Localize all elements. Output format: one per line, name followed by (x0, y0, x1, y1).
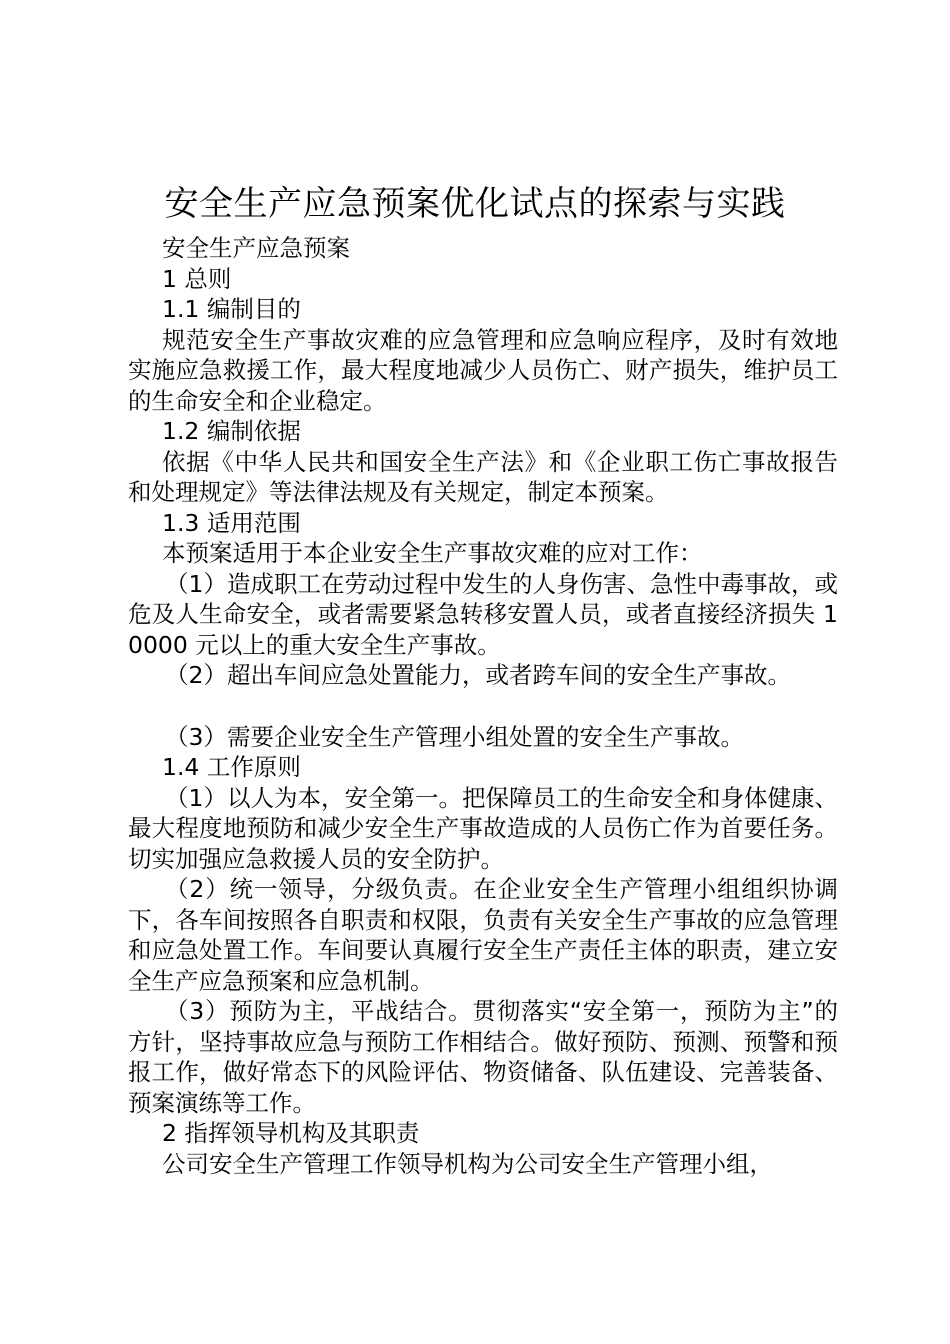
section-heading-1-1: 1.1 编制目的 (162, 295, 301, 323)
plan-name: 安全生产应急预案 (162, 234, 350, 262)
paragraph-scope-item-3: （3）需要企业安全生产管理小组处置的安全生产事故。 (165, 722, 744, 751)
section-heading-1-2: 1.2 编制依据 (162, 417, 301, 445)
section-heading-2: 2 指挥领导机构及其职责 (162, 1119, 420, 1147)
paragraph-principle-1: （1）以人为本，安全第一。把保障员工的生命安全和身体健康、最大程度地预防和减少安全生产事故造成的人员伤亡作为首要任务。切实加强应急救援人员的安全防护。 (128, 783, 838, 873)
document-title: 安全生产应急预案优化试点的探索与实践 (164, 184, 786, 224)
paragraph-scope-intro: 本预案适用于本企业安全生产事故灾难的应对工作： (162, 539, 703, 567)
paragraph-principle-3: （3）预防为主，平战结合。贯彻落实“安全第一，预防为主”的方针，坚持事故应急与预防工作相结合。做好预防、预测、预警和预报工作，做好常态下的风险评估、物资储备、队伍建设、完善装备、预案演练等工作。 (128, 997, 838, 1117)
paragraph-leadership: 公司安全生产管理工作领导机构为公司安全生产管理小组， (162, 1149, 773, 1178)
section-heading-1-4: 1.4 工作原则 (162, 753, 301, 781)
section-heading-1: 1 总则 (162, 264, 232, 293)
section-heading-1-3: 1.3 适用范围 (162, 508, 301, 537)
document-body (128, 233, 838, 1179)
paragraph-scope-item-2: （2）超出车间应急处置能力，或者跨车间的安全生产事故。 (165, 661, 791, 689)
paragraph-principle-2: （2）统一领导，分级负责。在企业安全生产管理小组组织协调下，各车间按照各自职责和权限，负责有关安全生产事故的应急管理和应急处置工作。车间要认真履行安全生产责任主体的职责，建立安全生产应急预案和应急机制。 (128, 875, 838, 995)
paragraph-scope-item-1: （1）造成职工在劳动过程中发生的人身伤害、急性中毒事故，或危及人生命安全，或者需要紧急转移安置人员，或者直接经济损失 10000 元以上的重大安全生产事故。 (128, 569, 838, 659)
paragraph-basis: 依据《中华人民共和国安全生产法》和《企业职工伤亡事故报告和处理规定》等法律法规及有关规定，制定本预案。 (128, 447, 838, 506)
paragraph-purpose: 规范安全生产事故灾难的应急管理和应急响应程序，及时有效地实施应急救援工作，最大程度地减少人员伤亡、财产损失，维护员工的生命安全和企业稳定。 (128, 325, 838, 415)
